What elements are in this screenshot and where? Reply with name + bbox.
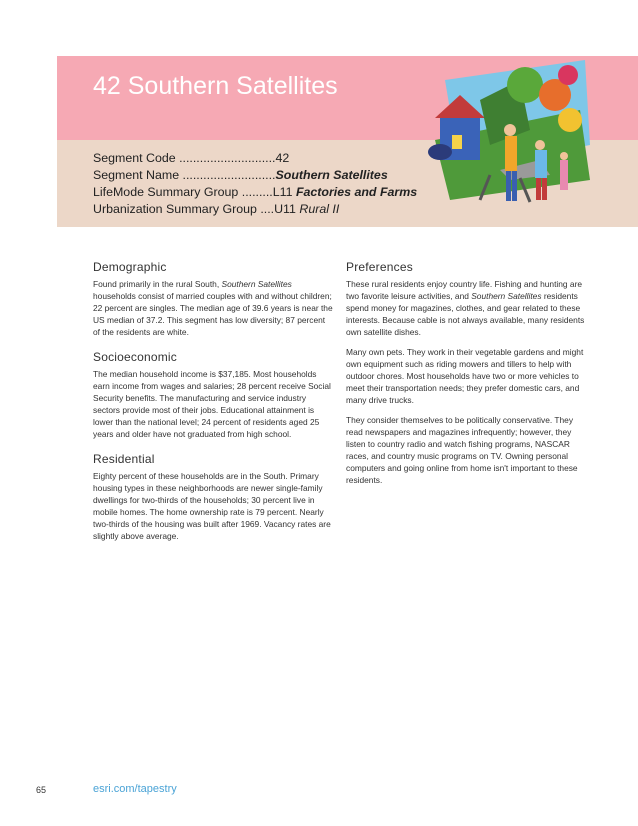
residential-heading: Residential xyxy=(93,452,155,466)
preferences-text-2: Many own pets. They work in their vegetable gardens and might own equipment such as riding mowers and tillers to help with outdoor chores. Most households have two or more vehicles to meet their transportation needs; they prefer domestic cars, and many drive trucks. xyxy=(346,347,584,405)
preferences-heading: Preferences xyxy=(346,260,413,274)
socioeconomic-heading: Socioeconomic xyxy=(93,350,177,364)
residential-text: Eighty percent of these households are in the South. Primary housing types in these neighborhoods are newer single-family dwellings for two-thirds of the households; 30 percent live in mobile homes. The home ownership rate is 79 percent. Nearly two-thirds of the housing was built after 1969. Vacancy rates are slightly above average. xyxy=(93,471,331,541)
rural-family-illustration xyxy=(420,60,590,210)
lifemode-line: LifeMode Summary Group .........L11 Factories and Farms xyxy=(93,185,418,199)
demographic-text: Found primarily in the rural South, Southern Satellites households consist of married couples with and without children; 22 percent are singles. The median age of 39.6 years is near the US median of 37.2. This segment has low diversity; 87 percent of the residents are white. xyxy=(93,279,333,337)
page-number: 65 xyxy=(36,785,47,795)
right-column xyxy=(346,260,586,494)
socioeconomic-text: The median household income is $37,185. Most households earn income from wages and salaries; 28 percent receive Social Security benefits. The manufacturing and service industry sectors provide most of their jobs. Educational attainment is lower than the national level; 24 percent of residents aged 25 years and older have not graduated from high school. xyxy=(93,369,331,439)
segment-header xyxy=(0,0,638,227)
page-title: 42 Southern Satellites xyxy=(93,72,338,100)
preferences-text-1: These rural residents enjoy country life. Fishing and hunting are two favorite leisure activities, and Southern Satellites residents spend money for magazines, clothes, and gear related to these interests. Because cable is not always available, many residents own satellite dishes. xyxy=(346,279,585,337)
segment-name-line: Segment Name ...........................Southern Satellites xyxy=(93,168,388,182)
segment-code-line: Segment Code ............................42 xyxy=(93,151,290,165)
demographic-heading: Demographic xyxy=(93,260,167,274)
preferences-text-3: They consider themselves to be politically conservative. They read newspapers and magazines infrequently; however, they listen to country radio and watch fishing programs, NASCAR races, and country music programs on TV. Owning personal computers and going online from home isn't important to these residents. xyxy=(346,415,578,485)
tapestry-link[interactable]: esri.com/tapestry xyxy=(93,783,177,795)
left-column xyxy=(93,260,333,550)
urbanization-line: Urbanization Summary Group ....U11 Rural II xyxy=(93,202,340,216)
